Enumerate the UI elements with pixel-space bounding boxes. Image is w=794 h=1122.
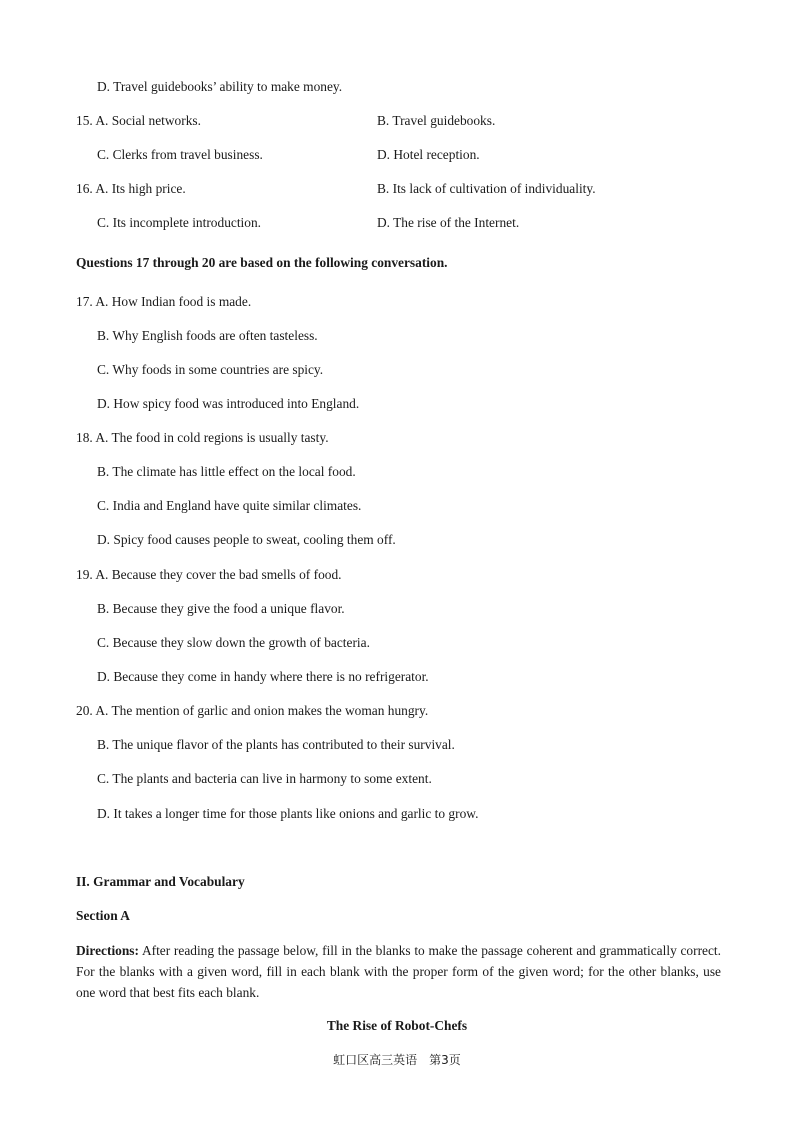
- passage-title: The Rise of Robot-Chefs: [326, 1018, 468, 1033]
- page-footer: 虹口区高三英语 第3页: [333, 1053, 461, 1067]
- q15-option-d: D. Hotel reception.: [377, 147, 480, 162]
- q17-option-d: D. How spicy food was introduced into England.: [97, 396, 360, 411]
- q19-option-c: C. Because they slow down the growth of bacteria.: [97, 635, 370, 650]
- q19-option-b: B. Because they give the food a unique flavor.: [97, 601, 345, 616]
- q15-option-a: 15. A. Social networks.: [76, 113, 201, 128]
- q18-option-d: D. Spicy food causes people to sweat, cooling them off.: [97, 532, 396, 547]
- q15-option-b: B. Travel guidebooks.: [377, 113, 496, 128]
- q17-option-b: B. Why English foods are often tasteless.: [97, 328, 318, 343]
- directions-paragraph: [76, 940, 721, 1003]
- q18-option-b: B. The climate has little effect on the local food.: [97, 464, 356, 479]
- subsection-heading: Section A: [76, 908, 130, 923]
- directions-label: Directions:: [76, 943, 139, 958]
- section-heading: II. Grammar and Vocabulary: [76, 874, 245, 889]
- q17-option-c: C. Why foods in some countries are spicy.: [97, 362, 324, 377]
- q19-option-d: D. Because they come in handy where there is no refrigerator.: [97, 669, 429, 684]
- conversation-heading: Questions 17 through 20 are based on the following conversation.: [76, 255, 448, 270]
- q16-option-c: C. Its incomplete introduction.: [97, 215, 262, 230]
- q20-option-b: B. The unique flavor of the plants has contributed to their survival.: [97, 737, 455, 752]
- q16-option-d: D. The rise of the Internet.: [377, 215, 520, 230]
- q20-option-a: 20. A. The mention of garlic and onion makes the woman hungry.: [76, 703, 429, 718]
- q16-option-b: B. Its lack of cultivation of individuality.: [377, 181, 596, 196]
- directions-text: After reading the passage below, fill in the blanks to make the passage coherent and grammatically correct. For the blanks with a given word, fill in each blank with the proper form of the given word; for the other blanks, use one word that best fits each blank.: [76, 943, 721, 1000]
- q19-option-a: 19. A. Because they cover the bad smells of food.: [76, 567, 342, 582]
- q18-option-a: 18. A. The food in cold regions is usually tasty.: [76, 430, 329, 445]
- q20-option-d: D. It takes a longer time for those plants like onions and garlic to grow.: [97, 806, 479, 821]
- q17-option-a: 17. A. How Indian food is made.: [76, 294, 252, 309]
- q18-option-c: C. India and England have quite similar climates.: [97, 498, 362, 513]
- q16-option-a: 16. A. Its high price.: [76, 181, 186, 196]
- q14-option-d: D. Travel guidebooks’ ability to make money.: [97, 79, 343, 94]
- q15-option-c: C. Clerks from travel business.: [97, 147, 263, 162]
- q20-option-c: C. The plants and bacteria can live in harmony to some extent.: [97, 771, 432, 786]
